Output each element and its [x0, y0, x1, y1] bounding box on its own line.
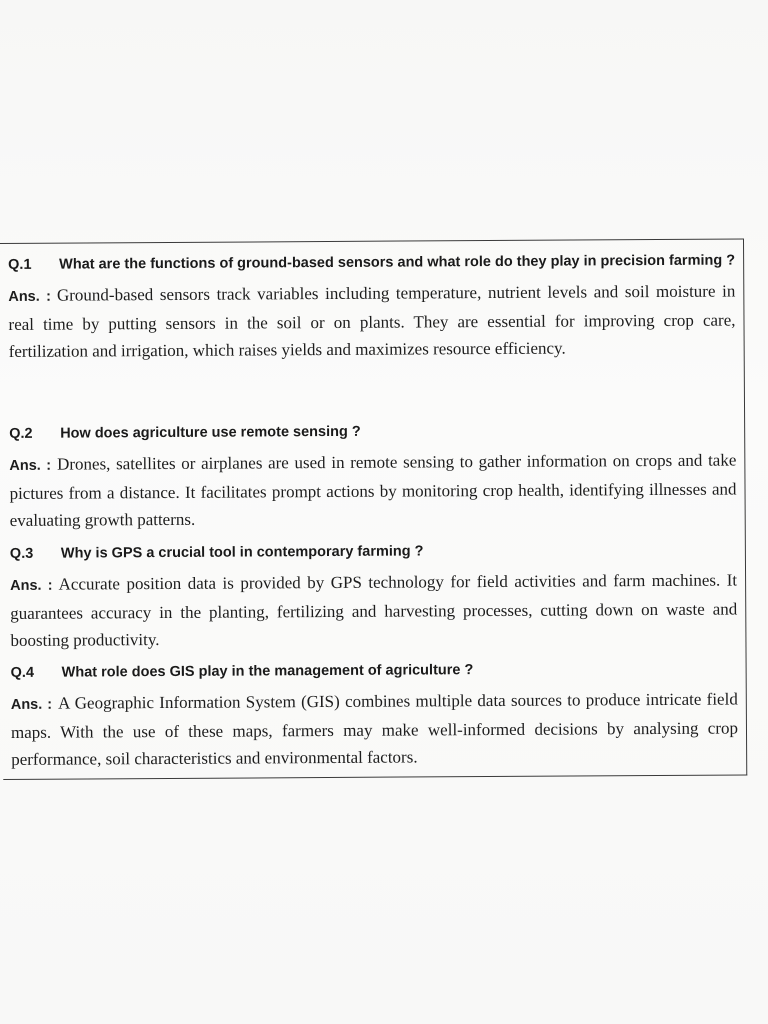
question-number: Q.4 [10, 664, 35, 681]
answer-1 [8, 278, 735, 365]
answer-text: Accurate position data is provided by GPS technology for field activities and farm machines. It guarantees accuracy in the planting, fertilizing and harvesting processes, cutting down on waste and boosting productivity. [10, 570, 738, 650]
answer-3 [10, 567, 737, 654]
question-number: Q.3 [9, 545, 34, 562]
question-text: How does agriculture use remote sensing ? [60, 423, 361, 442]
question-text: What are the functions of ground-based sensors and what role do they play in precision farming ? [59, 252, 736, 273]
answer-label: Ans. : [10, 696, 53, 713]
answer-label: Ans. : [9, 457, 52, 474]
answer-2 [9, 447, 736, 534]
question-4 [11, 656, 738, 686]
question-3 [10, 537, 737, 567]
question-number: Q.2 [9, 425, 33, 442]
qa-item-1 [8, 248, 736, 419]
qa-item-2 [9, 417, 737, 539]
question-2 [9, 417, 736, 447]
question-text: What role does GIS play in the management of agriculture ? [61, 662, 474, 681]
answer-text: Drones, satellites or airplanes are used in remote sensing to gather information on crops and take pictures from a distance. It facilitates prompt actions by monitoring crop health, identifying illnesses and evaluating growth patterns. [9, 450, 737, 530]
qa-item-3 [10, 537, 738, 658]
answer-label: Ans. : [8, 288, 52, 305]
question-1 [8, 248, 735, 278]
answer-text: A Geographic Information System (GIS) combines multiple data sources to produce intricate field maps. With the use of these maps, farmers may make well-informed decisions by analysing crop performance, soil characteristics and environmental factors. [10, 689, 739, 769]
answer-label: Ans. : [10, 577, 53, 594]
question-number: Q.1 [8, 256, 32, 273]
qa-item-4 [11, 656, 739, 780]
answer-4 [11, 686, 738, 773]
answer-text: Ground-based sensors track variables including temperature, nutrient levels and soil moisture in real time by putting sensors in the soil or on plants. They are essential for improving crop care, fertilization and irrigation, which raises yields and maximizes resource efficiency. [8, 281, 736, 361]
question-text: Why is GPS a crucial tool in contemporary farming ? [60, 543, 424, 562]
qa-box [0, 238, 747, 780]
